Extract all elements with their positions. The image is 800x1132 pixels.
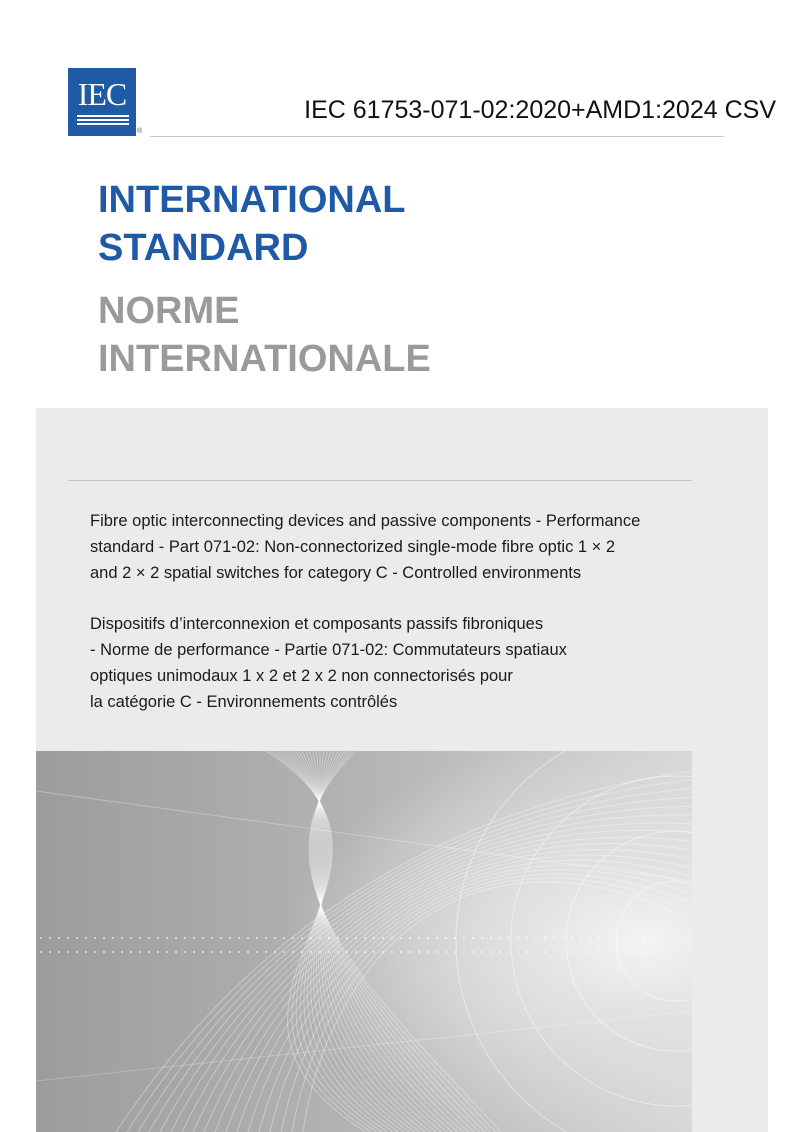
panel-divider	[68, 480, 692, 481]
description-french-line: la catégorie C - Environnements contrôlés	[90, 693, 398, 711]
cover-art-svg	[36, 751, 692, 1132]
description-french-line: - Norme de performance - Partie 071-02: Commutateurs spatiaux	[90, 641, 567, 659]
description-english-line: standard - Part 071-02: Non-connectorized single-mode fibre optic 1 × 2	[90, 538, 616, 556]
description-french-line: optiques unimodaux 1 x 2 et 2 x 2 non connectorisés pour	[90, 667, 513, 685]
title-french	[98, 287, 431, 383]
title-french-line-2: INTERNATIONALE	[98, 338, 431, 380]
iec-logo-lines	[77, 115, 129, 127]
iec-logo	[68, 68, 136, 136]
document-reference: IEC 61753-071-02:2020+AMD1:2024 CSV	[304, 96, 776, 124]
description-french	[90, 611, 690, 715]
description-english-line: and 2 × 2 spatial switches for category C - Controlled environments	[90, 564, 582, 582]
description-english-line: Fibre optic interconnecting devices and passive components - Performance	[90, 512, 641, 530]
abstract-fibre-curves-image	[36, 751, 692, 1132]
description-english	[90, 508, 690, 586]
title-french-line-1: NORME	[98, 290, 240, 332]
title-english-line-1: INTERNATIONAL	[98, 179, 406, 221]
header-divider	[150, 136, 724, 137]
registered-mark: ®	[137, 128, 143, 135]
title-english-line-2: STANDARD	[98, 227, 309, 269]
title-english	[98, 176, 406, 272]
iec-logo-text: IEC	[77, 76, 127, 112]
description-french-line: Dispositifs d’interconnexion et composants passifs fibroniques	[90, 615, 544, 633]
